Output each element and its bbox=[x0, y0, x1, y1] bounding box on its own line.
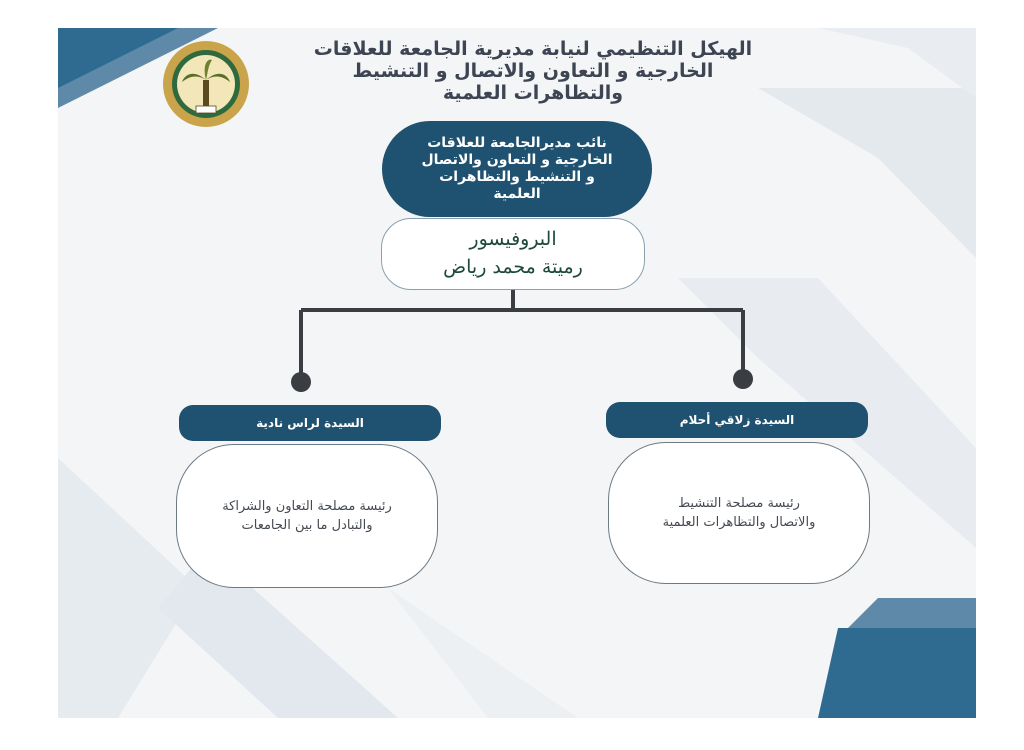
person-name: رميتة محمد رياض bbox=[443, 256, 583, 278]
top-role-line-3: و التنشيط والتظاهرات bbox=[439, 169, 595, 185]
branch-role-right bbox=[608, 442, 870, 584]
top-role-pill bbox=[382, 121, 652, 217]
connector-node-right bbox=[733, 369, 753, 389]
branch-head-left bbox=[179, 405, 441, 441]
title-line-2: الخارجية و التعاون والاتصال و التنشيط bbox=[352, 60, 714, 82]
top-role-line-1: نائب مديرالجامعة للعلاقات bbox=[427, 135, 607, 151]
branch-head-right bbox=[606, 402, 868, 438]
branch-role-right-line-1: رئيسة مصلحة التنشيط bbox=[678, 496, 800, 511]
top-role-line-4: العلمية bbox=[493, 186, 541, 202]
branch-role-left-line-2: والتبادل ما بين الجامعات bbox=[241, 518, 373, 533]
branch-head-right-label: السيدة زلاقي أحلام bbox=[679, 413, 795, 427]
connector-node-left bbox=[291, 372, 311, 392]
title-line-3: والتظاهرات العلمية bbox=[442, 82, 624, 104]
top-role-line-2: الخارجية و التعاون والاتصال bbox=[421, 152, 613, 168]
branch-role-right-line-2: والاتصال والتظاهرات العلمية bbox=[662, 515, 816, 530]
top-person-box bbox=[381, 218, 645, 290]
branch-role-left-line-1: رئيسة مصلحة التعاون والشراكة bbox=[222, 499, 392, 514]
title-line-1: الهيكل التنظيمي لنيابة مديرية الجامعة للعلاقات bbox=[313, 38, 753, 60]
org-chart-sheet bbox=[58, 28, 976, 718]
branch-head-left-label: السيدة لراس نادية bbox=[256, 416, 364, 430]
person-title: البروفيسور bbox=[469, 228, 557, 250]
branch-role-left bbox=[176, 444, 438, 588]
